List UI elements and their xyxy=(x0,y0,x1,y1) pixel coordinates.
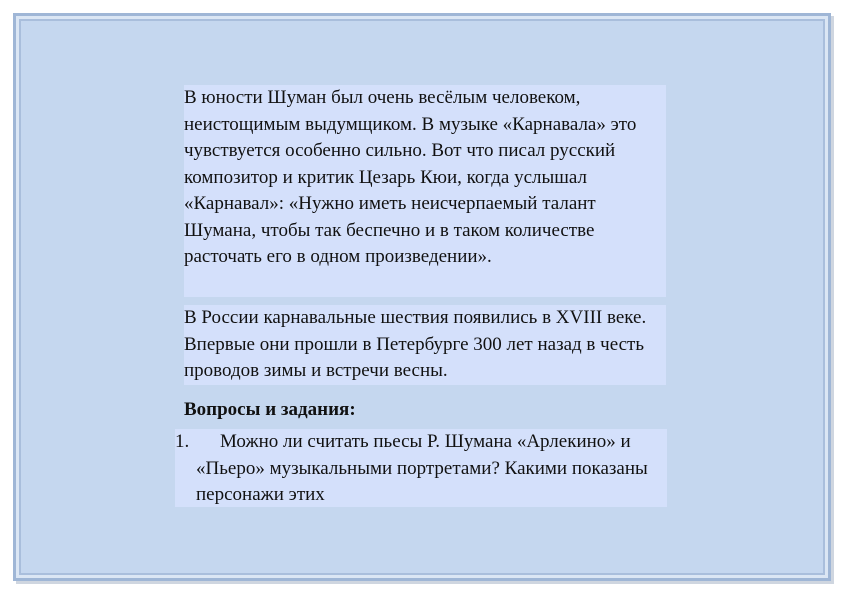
question-item xyxy=(175,429,667,507)
questions-heading: Вопросы и задания: xyxy=(184,399,356,420)
question-number: 1. xyxy=(175,431,190,452)
question-text: Можно ли считать пьесы Р. Шумана «Арлекино» и «Пьеро» музыкальными портретами? Какими показаны персонажи этих xyxy=(196,431,648,505)
paragraph-russia-carnival: В России карнавальные шествия появились в XVIII веке. Впервые они прошли в Петербурге 300 лет назад в честь проводов зимы и встречи весны. xyxy=(184,305,666,385)
paragraph-schumann: В юности Шуман был очень весёлым человеком, неистощимым выдумщиком. В музыке «Карнавала» это чувствуется особенно сильно. Вот что писал русский композитор и критик Цезарь Кюи, когда услышал «Карнавал»: «Нужно иметь неисчерпаемый талант Шумана, чтобы так беспечно и в таком количестве расточать его в одном произведении». xyxy=(184,85,666,297)
text-box xyxy=(175,85,667,507)
